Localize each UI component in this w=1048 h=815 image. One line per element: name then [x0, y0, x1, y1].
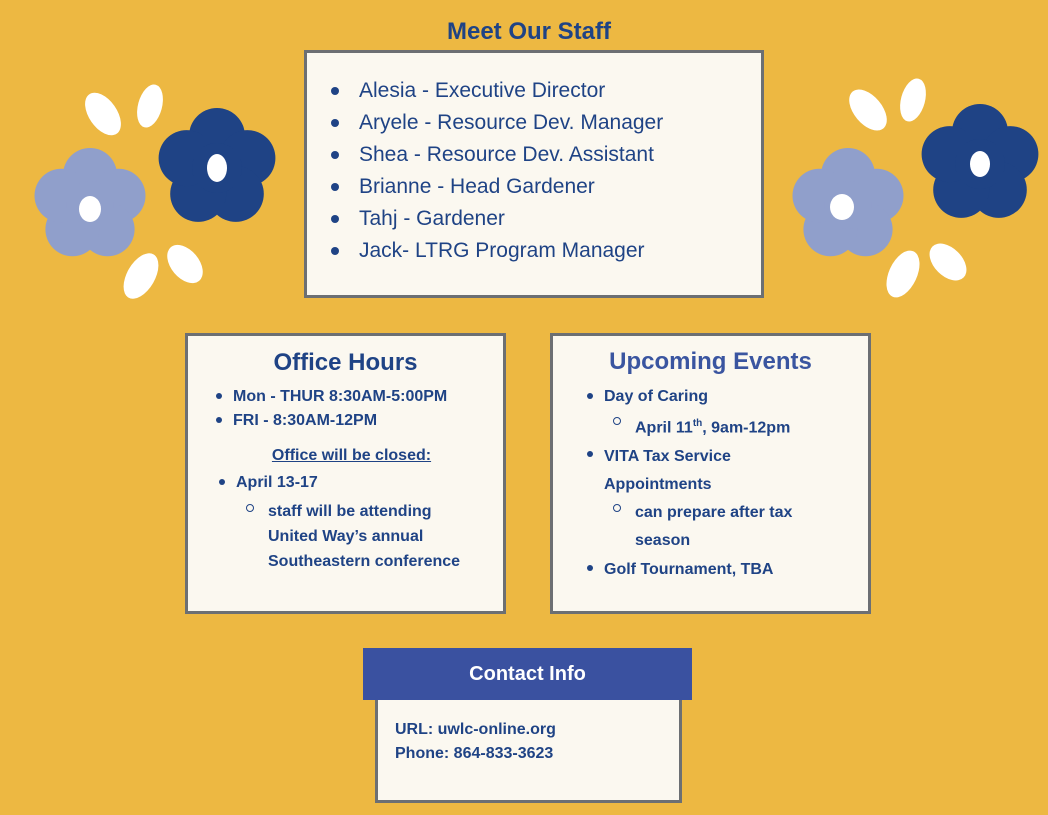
vita-note: can prepare after tax season — [635, 499, 848, 555]
flower-icon — [922, 104, 1039, 218]
flower-icon — [159, 108, 276, 222]
office-closed-label: Office will be closed: — [271, 447, 432, 464]
upcoming-events-panel — [550, 333, 871, 614]
staff-list — [307, 53, 761, 267]
staff-item: Alesia - Executive Director — [359, 75, 761, 107]
closed-dates: April 13-17 — [236, 471, 503, 495]
event-golf: Golf Tournament, TBA — [604, 557, 848, 583]
hours-item: Mon - THUR 8:30AM-5:00PM — [233, 385, 503, 409]
closed-list — [236, 471, 503, 495]
page-title: Meet Our Staff — [446, 18, 611, 45]
events-list-2 — [604, 443, 788, 499]
date-superscript: th — [692, 418, 703, 429]
events-list — [604, 385, 848, 409]
upcoming-events-heading: Upcoming Events — [609, 348, 812, 375]
flower-icon — [35, 148, 146, 256]
office-hours-panel — [185, 333, 506, 614]
hours-list — [233, 385, 503, 433]
staff-item: Jack- LTRG Program Manager — [359, 235, 761, 267]
closed-reason: staff will be attending United Way’s annual Southeastern conference — [268, 499, 483, 574]
date-text: April 11 — [635, 419, 693, 437]
vita-sub — [635, 499, 848, 555]
staff-item: Tahj - Gardener — [359, 203, 761, 235]
contact-url: URL: uwlc-online.org — [395, 721, 556, 738]
day-of-caring-date — [635, 412, 848, 440]
date-time: , 9am-12pm — [702, 419, 791, 437]
event-day-of-caring: Day of Caring — [604, 385, 848, 409]
contact-phone: Phone: 864-833-3623 — [395, 745, 554, 762]
flower-icon — [793, 148, 904, 256]
right-flowers-decoration — [770, 70, 1048, 310]
contact-heading: Contact Info — [363, 648, 692, 700]
staff-item: Shea - Resource Dev. Assistant — [359, 139, 761, 171]
hours-item: FRI - 8:30AM-12PM — [233, 409, 503, 433]
day-of-caring-sub — [635, 412, 848, 440]
events-list-3 — [604, 557, 848, 583]
closed-reason-list — [268, 499, 483, 574]
left-flowers-decoration — [10, 70, 300, 310]
staff-item: Aryele - Resource Dev. Manager — [359, 107, 761, 139]
staff-panel — [304, 50, 764, 298]
staff-item: Brianne - Head Gardener — [359, 171, 761, 203]
event-vita: VITA Tax Service Appointments — [604, 443, 788, 499]
office-hours-heading: Office Hours — [273, 349, 418, 376]
contact-panel — [375, 700, 682, 803]
